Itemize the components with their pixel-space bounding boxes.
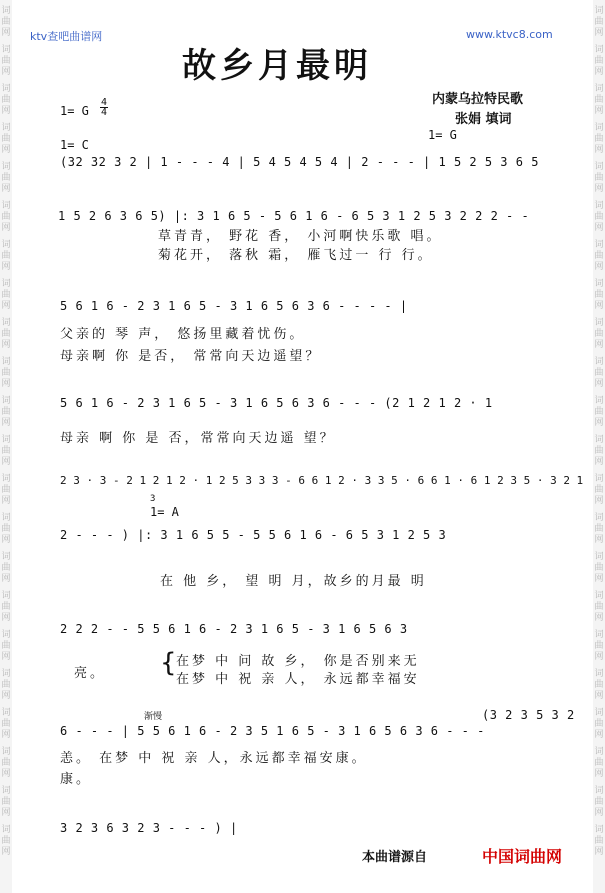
notation-row-2: 1 5 2 6 3 6 5) |: 3 1 6 5 - 5 6 1 6 - 6 5 3 1 2 5 3 2 2 2 - - [58,209,530,223]
watermark-mark: 词曲网 [1,708,11,740]
song-genre: 内蒙乌拉特民歌 [432,92,524,107]
watermark-mark: 词曲网 [594,435,604,467]
watermark-mark: 词曲网 [1,474,11,506]
song-title: 故乡月最明 [182,46,372,86]
watermark-mark: 词曲网 [1,123,11,155]
notation-row-5: 2 3 · 3 - 2 1 2 1 2 · 1 2 5 3 3 3 - 6 6 1 2 · 3 3 5 · 6 6 1 · 6 1 2 3 5 · 3 2 1 [60,474,584,487]
notation-row-6: 2 - - - ) |: 3 1 6 5 5 - 5 5 6 1 6 - 6 5 3 1 2 5 3 [60,528,447,542]
watermark-mark: 词曲网 [1,786,11,818]
watermark-mark: 词曲网 [1,45,11,77]
watermark-mark: 词曲网 [1,435,11,467]
watermark-mark: 词曲网 [1,630,11,662]
watermark-mark: 词曲网 [594,747,604,779]
watermark-mark: 词曲网 [594,162,604,194]
watermark-mark: 词曲网 [594,6,604,38]
verse-bracket: { [160,648,177,678]
key-signature-opening: 1= G [60,104,89,118]
notation-row-1: (32 32 3 2 | 1 - - - 4 | 5 4 5 4 5 4 | 2 - - - | 1 5 2 5 3 6 5 [60,155,539,169]
tempo-marking: 渐慢 [144,712,163,722]
watermark-mark: 词曲网 [594,357,604,389]
watermark-mark: 词曲网 [1,240,11,272]
mark-small: 3 [150,494,156,504]
notation-row-7: 2 2 2 - - 5 5 6 1 6 - 2 3 1 6 5 - 3 1 6 5 6 3 [60,622,408,636]
key-change-a: 1= A [150,505,179,519]
source-site-link[interactable]: 中国词曲网 [482,847,563,866]
watermark-mark: 词曲网 [594,45,604,77]
watermark-mark: 词曲网 [594,825,604,857]
key-change-g: 1= G [428,128,457,142]
notation-row-8-end: (3 2 3 5 3 2 [482,708,575,722]
watermark-mark: 词曲网 [1,396,11,428]
watermark-mark: 词曲网 [1,513,11,545]
lyric-row-2-verse-1: 草青青， 野花 香， 小河啊快乐歌 唱。 [158,229,443,244]
lyric-row-7-verse-1: 在梦 中 问 故 乡， 你是否别来无 [176,654,420,669]
lyric-row-3-verse-1: 父亲的 琴 声， 悠扬里藏着忧伤。 [60,327,306,342]
watermark-mark: 词曲网 [1,6,11,38]
notation-row-8: 6 - - - | 5 5 6 1 6 - 2 3 5 1 6 5 - 3 1 6 5 6 3 6 - - - [60,724,485,738]
watermark-mark: 词曲网 [594,786,604,818]
lyric-row-2-verse-2: 菊花开， 落秋 霜， 雁飞过一 行 行。 [158,248,434,263]
lyric-row-4: 母亲 啊 你 是 否，常常向天边遥 望？ [60,431,336,446]
watermark-mark: 词曲网 [1,201,11,233]
lyric-row-6: 在 他 乡， 望 明 月，故乡的月最 明 [160,574,427,589]
watermark-mark: 词曲网 [594,396,604,428]
watermark-mark: 词曲网 [1,747,11,779]
watermark-mark: 词曲网 [1,84,11,116]
watermark-mark: 词曲网 [594,513,604,545]
lyric-row-3-verse-2: 母亲啊 你 是否， 常常向天边遥望？ [60,349,322,364]
watermark-mark: 词曲网 [1,825,11,857]
watermark-mark: 词曲网 [594,708,604,740]
watermark-mark: 词曲网 [1,591,11,623]
notation-row-4: 5 6 1 6 - 2 3 1 6 5 - 3 1 6 5 6 3 6 - - - (2 1 2 1 2 · 1 [60,396,493,410]
watermark-mark: 词曲网 [594,84,604,116]
watermark-mark: 词曲网 [1,552,11,584]
watermark-mark: 词曲网 [594,669,604,701]
watermark-mark: 词曲网 [594,630,604,662]
watermark-mark: 词曲网 [1,279,11,311]
watermark-mark: 词曲网 [1,318,11,350]
lyric-row-7-end: 亮。 [74,666,107,681]
right-watermark-strip [593,0,605,893]
watermark-mark: 词曲网 [1,357,11,389]
lyricist-credit: 张娟 填词 [455,112,512,127]
watermark-mark: 词曲网 [594,552,604,584]
time-signature [100,98,108,117]
key-signature-intro: 1= C [60,138,89,152]
watermark-mark: 词曲网 [594,123,604,155]
lyric-row-8-verse-2: 康。 [60,772,93,787]
watermark-mark: 词曲网 [1,162,11,194]
source-label: 本曲谱源自 [362,850,428,865]
watermark-mark: 词曲网 [594,279,604,311]
watermark-mark: 词曲网 [594,240,604,272]
header-site-right[interactable]: www.ktvc8.com [466,28,553,41]
notation-row-9: 3 2 3 6 3 2 3 - - - ) | [60,821,238,835]
watermark-mark: 词曲网 [594,201,604,233]
lyric-row-8-verse-1: 恙。 在梦 中 祝 亲 人，永远都幸福安康。 [60,751,368,766]
time-signature-numerator: 4 [100,97,108,108]
watermark-mark: 词曲网 [594,318,604,350]
time-signature-denominator: 4 [100,107,108,118]
watermark-mark: 词曲网 [594,474,604,506]
lyric-row-7-verse-2: 在梦 中 祝 亲 人， 永远都幸福安 [176,672,420,687]
watermark-mark: 词曲网 [594,591,604,623]
left-watermark-strip [0,0,12,893]
header-site-left[interactable]: ktv查吧曲谱网 [30,30,103,43]
watermark-mark: 词曲网 [1,669,11,701]
notation-row-3: 5 6 1 6 - 2 3 1 6 5 - 3 1 6 5 6 3 6 - - - - | [60,299,408,313]
